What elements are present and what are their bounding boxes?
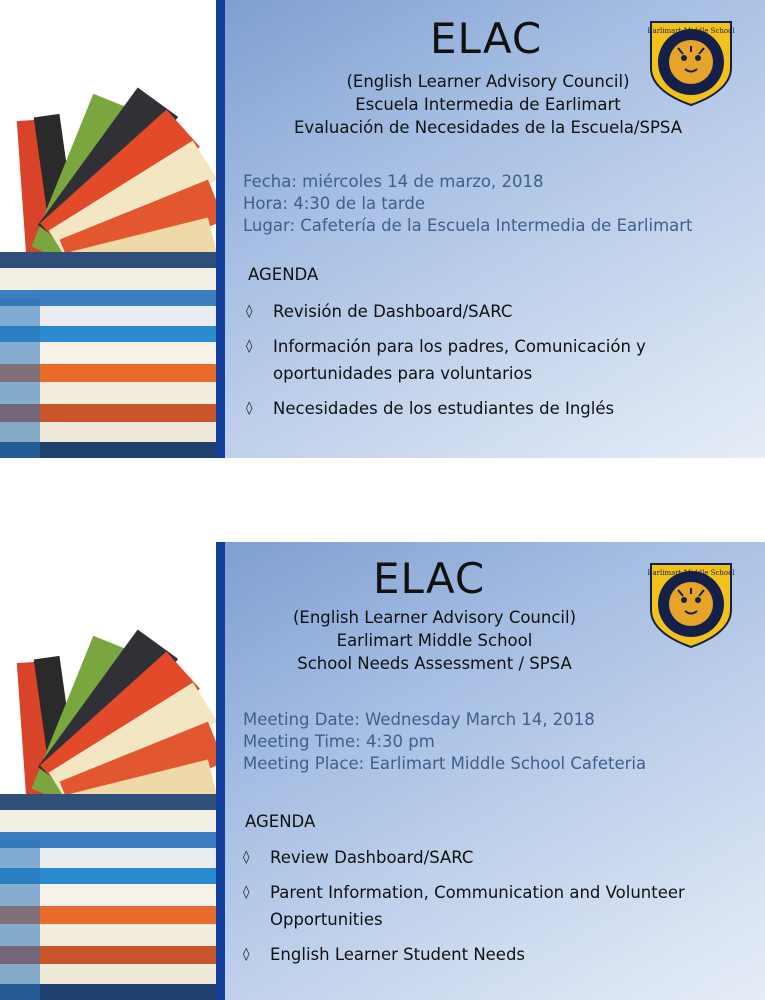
logo-arc-text: Earlimart Middle School [647, 569, 735, 577]
subtitle [258, 70, 718, 139]
meeting-place: Meeting Place: Earlimart Middle School Cafeteria [243, 754, 647, 773]
diamond-bullet-icon: ◊ [246, 339, 253, 354]
subtitle-line: Escuela Intermedia de Earlimart [355, 95, 621, 114]
agenda-item-text: English Learner Student Needs [270, 945, 526, 964]
agenda-item [246, 395, 716, 422]
meeting-place: Lugar: Cafetería de la Escuela Intermedia de Earlimart [243, 216, 693, 235]
flyer-spanish [0, 0, 765, 458]
diamond-bullet-icon: ◊ [246, 304, 253, 319]
logo-arc-text: Earlimart Middle School [647, 27, 735, 35]
flyer-title: ELAC [373, 554, 486, 603]
agenda-item [246, 298, 716, 325]
diamond-bullet-icon: ◊ [246, 401, 253, 416]
meeting-time: Hora: 4:30 de la tarde [243, 194, 426, 213]
blue-divider [216, 0, 225, 458]
agenda-item-text: Revisión de Dashboard/SARC [273, 302, 513, 321]
subtitle-line: School Needs Assessment / SPSA [297, 654, 572, 673]
agenda-heading: AGENDA [248, 265, 319, 284]
agenda-heading: AGENDA [245, 812, 316, 831]
flyer-title: ELAC [430, 14, 543, 63]
agenda-item-text: Necesidades de los estudiantes de Inglés [273, 399, 615, 418]
agenda-item [246, 333, 716, 387]
subtitle-line: (English Learner Advisory Council) [292, 608, 577, 627]
subtitle [222, 606, 647, 675]
flyer-english [0, 542, 765, 1000]
agenda-item [243, 941, 733, 968]
meeting-date: Fecha: miércoles 14 de marzo, 2018 [243, 172, 544, 191]
meeting-details [243, 709, 646, 775]
books-illustration [0, 0, 216, 458]
diamond-bullet-icon: ◊ [243, 885, 250, 900]
agenda-item-text: Review Dashboard/SARC [270, 848, 474, 867]
meeting-details [243, 171, 693, 237]
diamond-bullet-icon: ◊ [243, 947, 250, 962]
agenda-item-text: Información para los padres, Comunicación y oportunidades para voluntarios [273, 337, 646, 383]
school-tiger-logo [645, 558, 737, 650]
subtitle-line: Evaluación de Necesidades de la Escuela/SPSA [294, 118, 682, 137]
agenda-list [246, 298, 716, 430]
books-illustration [0, 542, 216, 1000]
agenda-item [243, 879, 733, 933]
meeting-time: Meeting Time: 4:30 pm [243, 732, 435, 751]
subtitle-line: (English Learner Advisory Council) [346, 72, 630, 91]
agenda-item [243, 844, 733, 871]
diamond-bullet-icon: ◊ [243, 850, 250, 865]
meeting-date: Meeting Date: Wednesday March 14, 2018 [243, 710, 595, 729]
subtitle-line: Earlimart Middle School [336, 631, 533, 650]
agenda-item-text: Parent Information, Communication and Volunteer Opportunities [270, 883, 685, 929]
agenda-list [243, 844, 733, 976]
